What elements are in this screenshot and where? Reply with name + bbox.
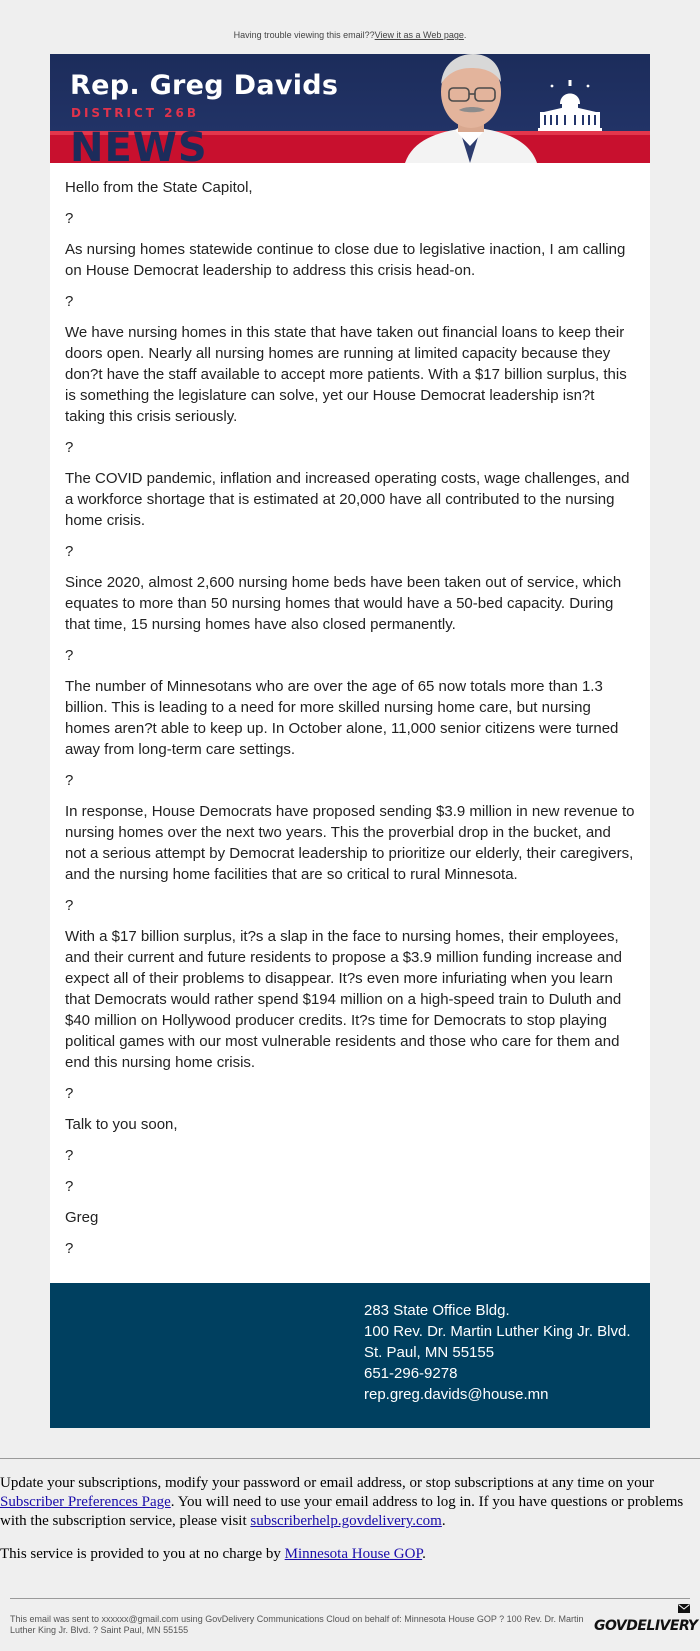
district-label: DISTRICT 26B [71,106,199,120]
minnesota-house-gop-link[interactable]: Minnesota House GOP [284,1546,423,1562]
city-address: St. Paul, MN 55155 [364,1344,495,1361]
letter-paragraph: ? [65,897,74,914]
service-paragraph [0,1545,700,1564]
letter-paragraph: ? [65,647,74,664]
subscription-text-3: . [441,1513,446,1529]
letter-paragraph: ? [65,543,74,560]
letter-paragraph: ? [65,1240,74,1257]
letter-paragraph: Since 2020, almost 2,600 nursing home beds have been taken out of service, which equates to more than 50 nursing homes that would have a 50-bed capacity. During that time, 15 nursing homes have also closed permanently. [65,574,622,633]
letter-paragraph: The number of Minnesotans who are over the age of 65 now totals more than 1.3 billion. This is leading to a need for more skilled nursing home care, but nursing homes aren?t able to keep up. In October alone, 11,000 senior citizens were turned away from long-term care settings. [65,678,619,758]
letter-body [50,163,650,1283]
envelope-icon [678,1604,690,1614]
web-view-link[interactable]: View it as a Web page [374,30,464,40]
letter-paragraph: The COVID pandemic, inflation and increased operating costs, wage challenges, and a workforce shortage that is estimated at 20,000 have all contributed to the nursing home crisis. [65,470,630,529]
preheader [0,30,700,40]
portrait-photo [395,54,545,163]
letter-paragraph: ? [65,293,74,310]
preheader-end: . [463,30,467,40]
letter-paragraph: As nursing homes statewide continue to close due to legislative inaction, I am calling on House Democrat leadership to address this crisis head-on. [65,241,626,279]
representative-name: Rep. Greg Davids [70,70,339,101]
capitol-icon [538,78,602,132]
news-label: NEWS [70,125,208,163]
letter-paragraph: In response, House Democrats have proposed sending $3.9 million in new revenue to nursing homes over the next two years. This the proverbial drop in the bucket, and not a serious attempt by Democrat leadership to prioritize our elderly, their caregivers, and the nursing home facilities that are so critical to rural Minnesota. [65,803,635,883]
email-container [50,54,650,1428]
letter-paragraph: Hello from the State Capitol, [65,179,253,196]
letter-paragraph: Talk to you soon, [65,1116,178,1133]
letter-paragraph: ? [65,1147,74,1164]
subscriber-help-link[interactable]: subscriberhelp.govdelivery.com [250,1513,442,1529]
subscription-text-2: . You will need to use your email address to log in. If you have questions or problems with the subscription service, please visit [0,1494,684,1529]
service-end: . [422,1546,426,1562]
office-address: 283 State Office Bldg. [364,1302,510,1319]
header-banner [50,54,650,163]
contact-footer [50,1283,650,1428]
divider-bottom [10,1598,690,1599]
subscriber-preferences-link[interactable]: Subscriber Preferences Page [0,1494,171,1510]
divider [0,1458,700,1459]
letter-paragraph: ? [65,1178,74,1195]
email-address: rep.greg.davids@house.mn [364,1386,549,1403]
subscription-text-1: Update your subscriptions, modify your password or email address, or stop subscriptions at any time on your [0,1475,655,1491]
fine-print: This email was sent to xxxxxx@gmail.com using GovDelivery Communications Cloud on behalf of: Minnesota House GOP ? 100 Rev. Dr. Martin Luther King Jr. Blvd. ? Saint Paul, MN 55155 [10,1614,584,1635]
service-text: This service is provided to you at no charge by [0,1546,285,1562]
letter-paragraph: ? [65,439,74,456]
letter-paragraph: We have nursing homes in this state that have taken out financial loans to keep their doors open. Nearly all nursing homes are running at limited capacity because they don?t have the staff available to accept more patients. With a $17 billion surplus, this is something the legislature can solve, yet our House Democrat leadership isn?t taking this crisis seriously. [65,324,627,425]
preheader-text: Having trouble viewing this email?? [233,30,375,40]
street-address: 100 Rev. Dr. Martin Luther King Jr. Blvd. [364,1323,631,1340]
phone-number: 651-296-9278 [364,1365,458,1382]
subscription-paragraph [0,1474,700,1531]
letter-paragraph: Greg [65,1209,99,1226]
letter-paragraph: ? [65,210,74,227]
subscription-info [0,1474,700,1578]
letter-paragraph: With a $17 billion surplus, it?s a slap in the face to nursing homes, their employees, and their current and future residents to propose a $3.9 million funding increase and expect all of their problems to disappear. It?s even more infuriating when you learn that Democrats would rather spend $194 million on a high-speed train to Duluth and $40 million on Hollywood producer credits. It?s time for Democrats to stop playing political games with our most vulnerable residents and those who care for them and end this nursing home crisis. [65,928,623,1071]
letter-paragraph: ? [65,1085,74,1102]
govdelivery-logo[interactable]: GOVDELIVERY [594,1618,698,1634]
letter-paragraph: ? [65,772,74,789]
